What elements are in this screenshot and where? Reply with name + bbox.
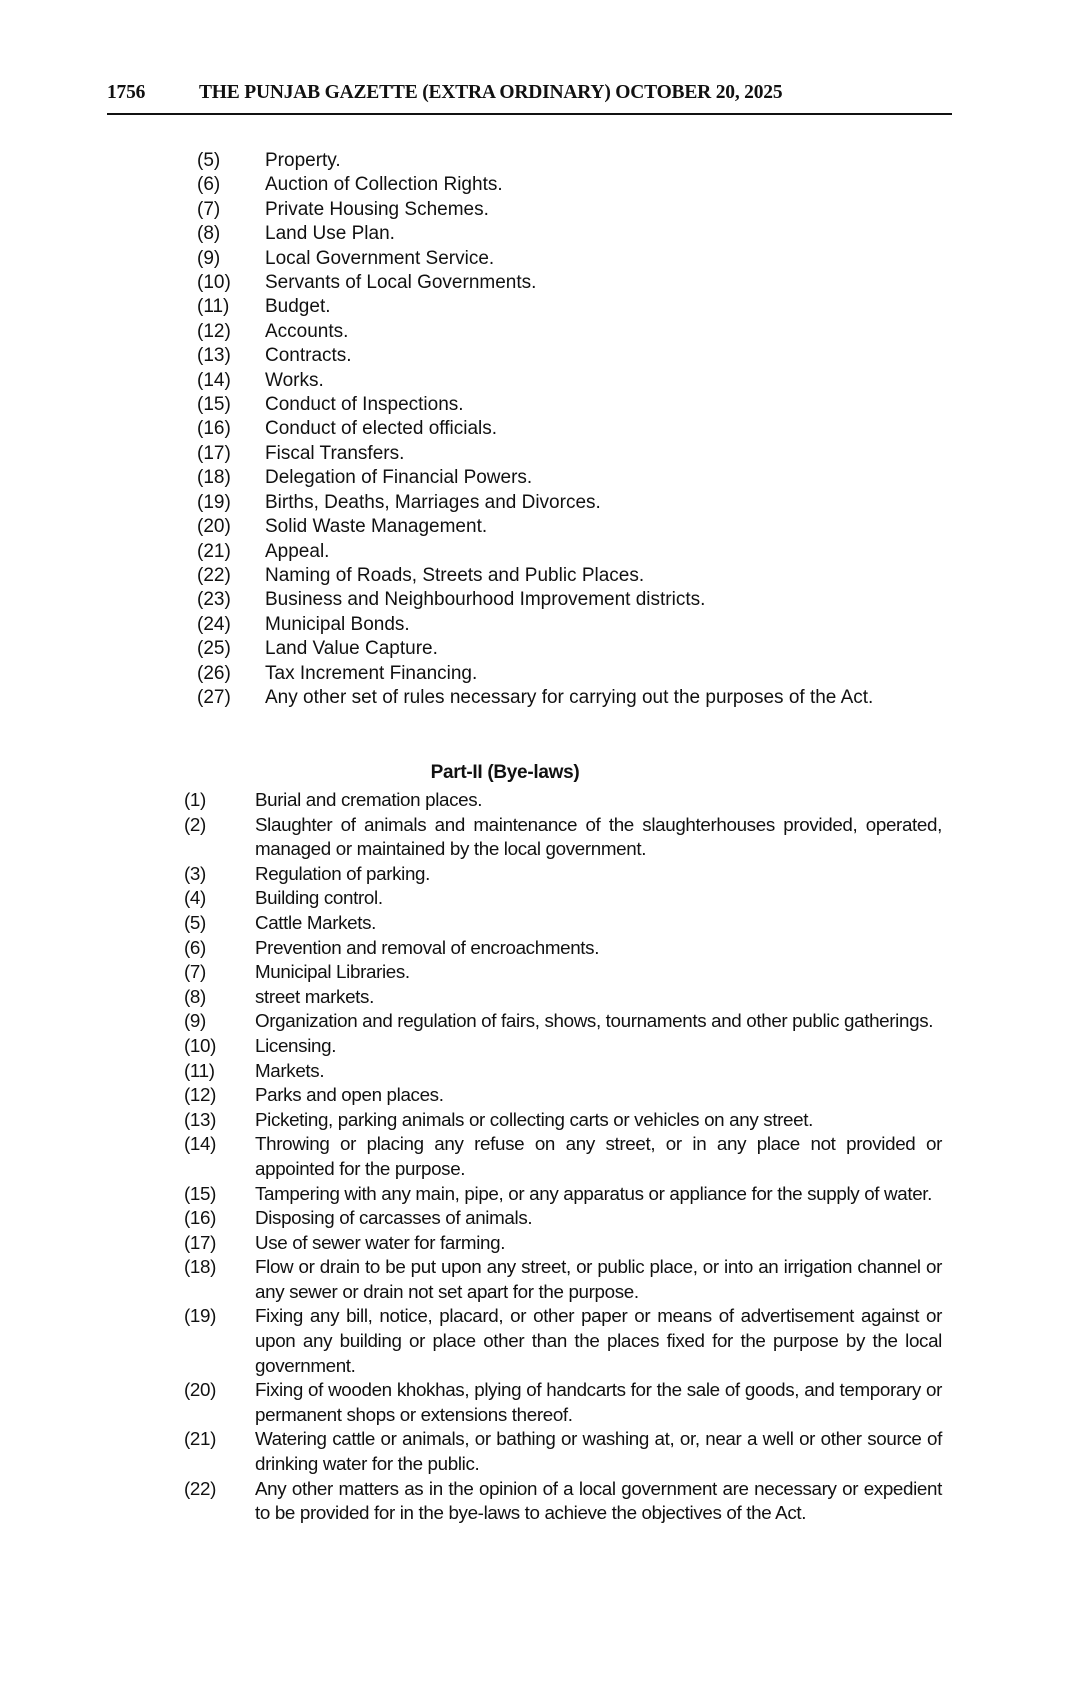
item-text: Municipal Bonds. xyxy=(265,613,410,635)
item-number: (5) xyxy=(197,150,221,171)
list-item xyxy=(197,686,942,710)
list-item xyxy=(184,1378,942,1427)
item-number: (6) xyxy=(197,174,221,196)
item-number: (10) xyxy=(184,1034,216,1056)
item-text: Use of sewer water for farming. xyxy=(255,1231,506,1253)
list-item xyxy=(184,1477,942,1526)
item-number: (22) xyxy=(197,564,231,586)
item-text: Fixing of wooden khokhas, plying of handcarts for the sale of goods, and temporary or permanent shops or extensions thereof. xyxy=(255,1379,942,1425)
item-number: (11) xyxy=(197,296,230,318)
list-item xyxy=(184,1009,942,1034)
item-text: Contracts. xyxy=(265,345,352,367)
list-item xyxy=(184,960,942,985)
item-text: Fixing any bill, notice, placard, or other paper or means of advertisement against or upon any building or place other than the places fixed for the purpose by the local government. xyxy=(255,1305,942,1376)
item-number: (15) xyxy=(197,394,231,416)
item-text: Servants of Local Governments. xyxy=(265,272,537,294)
item-number: (25) xyxy=(197,638,231,660)
list-item xyxy=(197,515,942,539)
list-item xyxy=(197,588,942,612)
item-number: (19) xyxy=(184,1305,216,1327)
item-text: Births, Deaths, Marriages and Divorces. xyxy=(265,491,601,513)
item-number: (17) xyxy=(197,442,231,464)
item-text: Naming of Roads, Streets and Public Places. xyxy=(265,564,645,586)
item-number: (20) xyxy=(184,1379,216,1401)
list-item xyxy=(197,393,942,417)
item-number: (11) xyxy=(184,1059,215,1081)
item-text: Burial and cremation places. xyxy=(255,789,483,810)
list-item xyxy=(197,613,942,637)
list-item xyxy=(197,247,942,271)
item-number: (16) xyxy=(197,418,231,440)
item-number: (7) xyxy=(184,961,206,983)
item-text: Land Use Plan. xyxy=(265,223,395,245)
item-number: (7) xyxy=(197,198,221,220)
list-item xyxy=(197,417,942,441)
item-number: (20) xyxy=(197,516,231,538)
item-text: Solid Waste Management. xyxy=(265,516,488,538)
list-item xyxy=(197,637,942,661)
list-item xyxy=(184,985,942,1010)
list-item xyxy=(197,540,942,564)
item-text: Prevention and removal of encroachments. xyxy=(255,936,600,958)
item-text: Business and Neighbourhood Improvement districts. xyxy=(265,589,706,611)
item-text: Watering cattle or animals, or bathing or washing at, or, near a well or other source of drinking water for the public. xyxy=(255,1428,942,1475)
item-number: (6) xyxy=(184,936,206,958)
list-item xyxy=(197,149,942,173)
bye-laws-list xyxy=(184,788,942,1526)
item-number: (13) xyxy=(197,345,231,367)
item-number: (9) xyxy=(197,247,221,269)
item-text: Tax Increment Financing. xyxy=(265,662,478,684)
item-text: Auction of Collection Rights. xyxy=(265,174,503,196)
item-text: Regulation of parking. xyxy=(255,862,431,884)
item-number: (15) xyxy=(184,1182,216,1204)
item-text: Licensing. xyxy=(255,1034,337,1056)
list-item xyxy=(197,564,942,588)
item-text: Markets. xyxy=(255,1059,325,1081)
list-item xyxy=(197,344,942,368)
item-text: Picketing, parking animals or collecting carts or vehicles on any street. xyxy=(255,1108,813,1130)
item-number: (4) xyxy=(184,887,206,909)
list-item xyxy=(184,1182,942,1207)
item-number: (14) xyxy=(184,1133,216,1155)
item-number: (22) xyxy=(184,1477,216,1499)
list-item xyxy=(184,1206,942,1231)
list-item xyxy=(184,1132,942,1181)
list-item xyxy=(197,466,942,490)
item-text: Property. xyxy=(265,150,341,171)
item-text: Tampering with any main, pipe, or any apparatus or appliance for the supply of water. xyxy=(255,1182,933,1204)
item-text: Private Housing Schemes. xyxy=(265,198,489,220)
item-number: (13) xyxy=(184,1108,216,1130)
list-item xyxy=(197,662,942,686)
item-text: Throwing or placing any refuse on any street, or in any place not provided or appointed for the purpose. xyxy=(255,1133,942,1179)
item-number: (23) xyxy=(197,589,231,611)
item-number: (27) xyxy=(197,686,231,708)
list-item xyxy=(197,491,942,515)
list-item xyxy=(197,173,942,197)
list-item xyxy=(197,222,942,246)
list-item xyxy=(197,320,942,344)
list-item xyxy=(184,1034,942,1059)
list-item xyxy=(184,1059,942,1084)
list-item xyxy=(197,198,942,222)
list-item xyxy=(184,1427,942,1476)
item-text: Building control. xyxy=(255,887,383,909)
list-item xyxy=(197,369,942,393)
item-number: (24) xyxy=(197,613,231,635)
page-number: 1756 xyxy=(107,82,146,103)
list-item xyxy=(184,1304,942,1378)
item-text: Organization and regulation of fairs, shows, tournaments and other public gatherings. xyxy=(255,1010,934,1032)
item-text: Accounts. xyxy=(265,320,349,342)
list-item xyxy=(184,1255,942,1304)
item-text: Parks and open places. xyxy=(255,1084,444,1106)
section-heading: Part-II (Bye-laws) xyxy=(430,762,580,783)
item-number: (17) xyxy=(184,1231,216,1253)
item-number: (1) xyxy=(184,789,206,810)
item-text: Disposing of carcasses of animals. xyxy=(255,1207,533,1229)
list-item xyxy=(184,936,942,961)
item-number: (5) xyxy=(184,911,206,933)
item-number: (18) xyxy=(197,467,231,489)
header-rule xyxy=(107,113,952,115)
item-text: Local Government Service. xyxy=(265,247,495,269)
list-item xyxy=(184,911,942,936)
item-number: (8) xyxy=(184,985,206,1007)
item-number: (8) xyxy=(197,223,221,245)
item-number: (21) xyxy=(197,540,231,562)
list-item xyxy=(184,862,942,887)
rules-list xyxy=(197,149,942,710)
item-text: Delegation of Financial Powers. xyxy=(265,467,533,489)
list-item xyxy=(197,295,942,319)
item-number: (26) xyxy=(197,662,231,684)
list-item xyxy=(184,1108,942,1133)
item-text: street markets. xyxy=(255,985,374,1007)
list-item xyxy=(184,886,942,911)
item-text: Cattle Markets. xyxy=(255,911,377,933)
gazette-title: THE PUNJAB GAZETTE (EXTRA ORDINARY) OCTOBER 20, 2025 xyxy=(199,82,783,103)
item-number: (12) xyxy=(197,320,231,342)
list-item xyxy=(184,1083,942,1108)
list-item xyxy=(197,442,942,466)
list-item xyxy=(184,1231,942,1256)
page-header xyxy=(107,82,952,104)
item-text: Slaughter of animals and maintenance of the slaughterhouses provided, operated, managed or maintained by the local government. xyxy=(255,813,942,860)
item-text: Municipal Libraries. xyxy=(255,961,410,983)
item-text: Works. xyxy=(265,369,324,391)
item-text: Flow or drain to be put upon any street, or public place, or into an irrigation channel or any sewer or drain not set apart for the purpose. xyxy=(255,1256,942,1302)
item-text: Conduct of elected officials. xyxy=(265,418,498,440)
item-number: (2) xyxy=(184,813,206,835)
item-text: Budget. xyxy=(265,296,331,318)
item-number: (3) xyxy=(184,862,206,884)
list-item xyxy=(184,788,942,813)
item-text: Any other set of rules necessary for carrying out the purposes of the Act. xyxy=(265,686,874,708)
item-number: (14) xyxy=(197,369,231,391)
item-number: (9) xyxy=(184,1010,206,1032)
item-number: (18) xyxy=(184,1256,216,1278)
list-item xyxy=(197,271,942,295)
item-number: (12) xyxy=(184,1084,216,1106)
item-text: Any other matters as in the opinion of a local government are necessary or expedient to be provided for in the bye-laws to achieve the objectives of the Act. xyxy=(255,1477,942,1524)
item-text: Fiscal Transfers. xyxy=(265,442,405,464)
item-text: Conduct of Inspections. xyxy=(265,394,464,416)
item-text: Land Value Capture. xyxy=(265,638,438,660)
item-number: (16) xyxy=(184,1207,216,1229)
item-number: (19) xyxy=(197,491,231,513)
item-number: (10) xyxy=(197,272,231,294)
item-number: (21) xyxy=(184,1428,216,1450)
item-text: Appeal. xyxy=(265,540,330,562)
list-item xyxy=(184,813,942,862)
